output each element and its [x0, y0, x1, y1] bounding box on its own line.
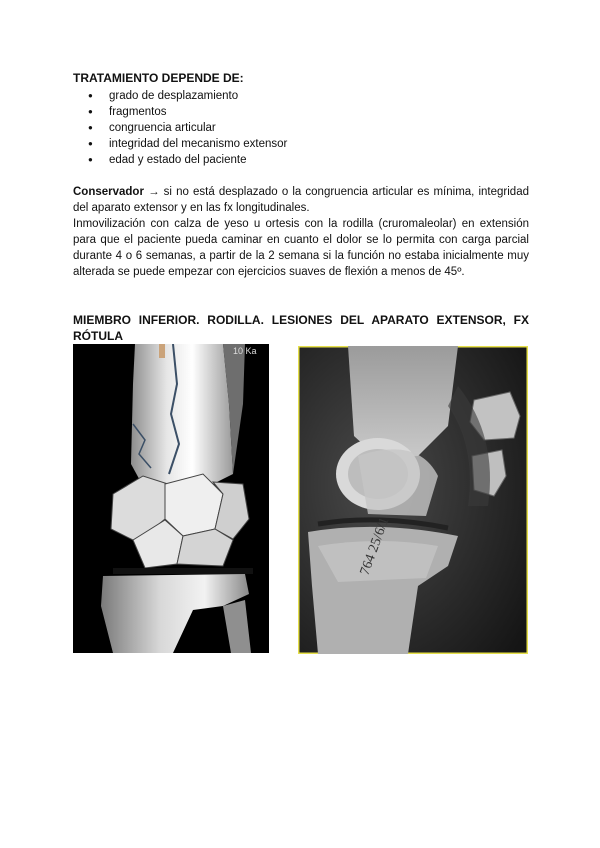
knee-xray-image	[298, 346, 528, 654]
section-title: MIEMBRO INFERIOR. RODILLA. LESIONES DEL APARATO EXTENSOR, FX RÓTULA	[73, 313, 529, 343]
treatment-heading: TRATAMIENTO DEPENDE DE:	[73, 71, 244, 85]
treatment-factors-list	[88, 88, 287, 168]
conservative-paragraph	[73, 184, 529, 216]
conservative-term: Conservador	[73, 186, 144, 198]
list-item: ● edad y estado del paciente	[88, 152, 287, 168]
list-item: ● fragmentos	[88, 104, 287, 120]
arrow-icon: →	[148, 186, 160, 198]
conservative-text: si no está desplazado o la congruencia articular es mínima, integridad del aparato extensor y en las fx longitudinales.	[73, 186, 529, 214]
list-item: ● integridad del mecanismo extensor	[88, 136, 287, 152]
ct-reconstruction-image	[73, 344, 269, 653]
list-item: ● grado de desplazamiento	[88, 88, 287, 104]
list-item: ● congruencia articular	[88, 120, 287, 136]
xray-handwriting: 764 25/6/1	[357, 515, 393, 578]
immobilization-paragraph: Inmovilización con calza de yeso u ortesis con la rodilla (cruromaleolar) en extensión para que el paciente pueda caminar en cuanto el dolor se lo permita con carga parcial durante 4 o 6 semanas, a partir de la 2 semana si la función no estaba inicialmente muy alterada se puede empezar con ejercicios suaves de flexión a menos de 45º.	[73, 218, 529, 278]
ct-overlay-text: 10 Ka	[233, 346, 257, 356]
